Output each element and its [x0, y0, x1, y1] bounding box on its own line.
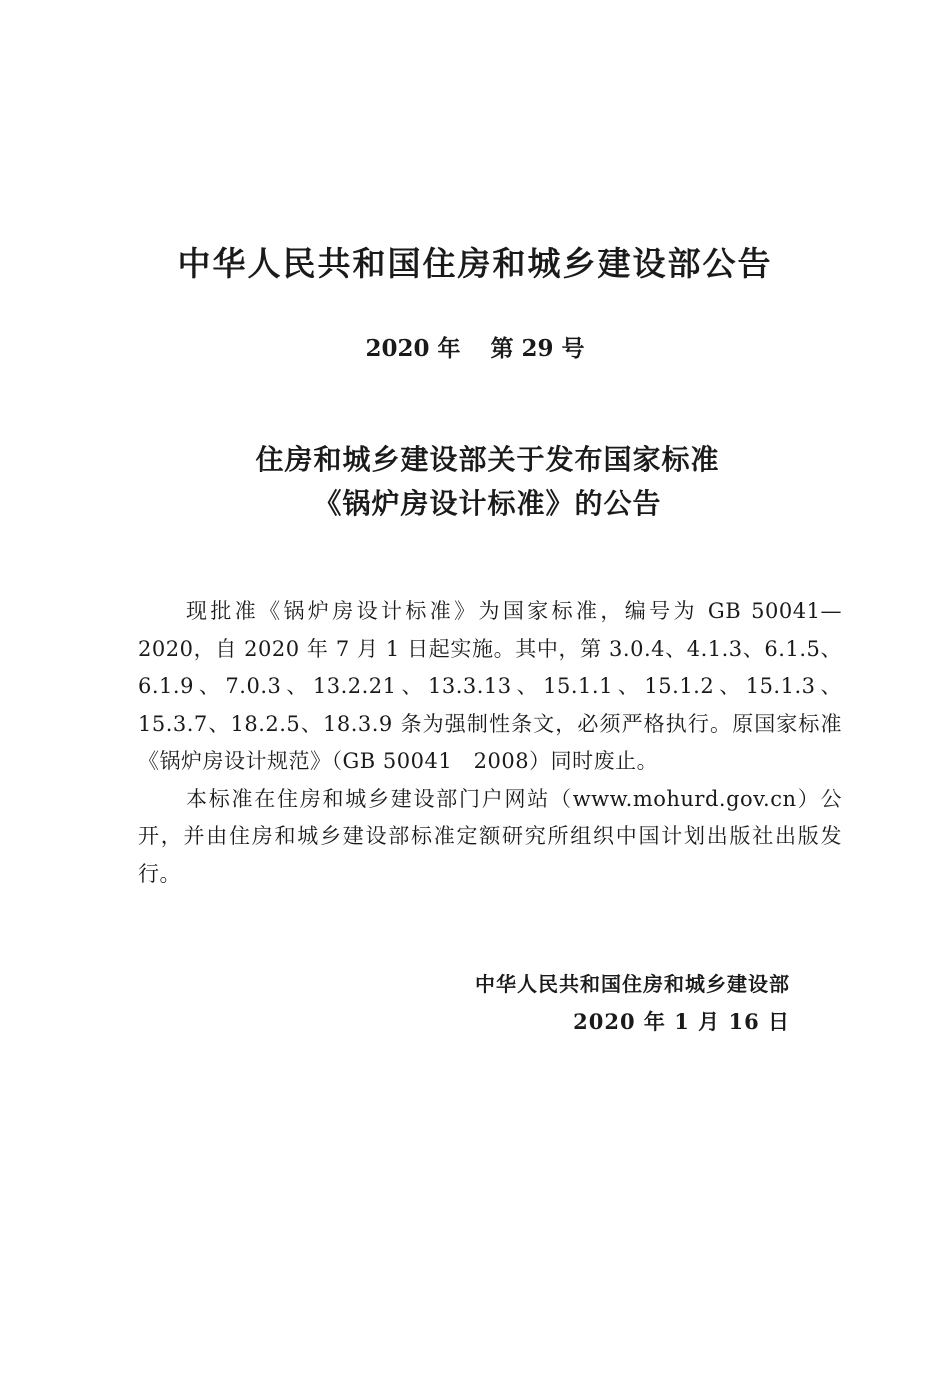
issuing-authority: 中华人民共和国住房和城乡建设部 [475, 972, 790, 996]
announcement-year: 2020 年 [365, 335, 461, 362]
issue-date: 2020 年 1 月 16 日 [573, 1009, 790, 1034]
notice-title-line-1: 住房和城乡建设部关于发布国家标准 [255, 443, 720, 476]
announcement-title: 中华人民共和国住房和城乡建设部公告 [177, 244, 773, 283]
notice-title-line-2: 《锅炉房设计标准》的公告 [313, 487, 662, 520]
signature-block [475, 966, 790, 1040]
body-paragraph-1: 现批准《锅炉房设计标准》为国家标准，编号为 GB 50041—2020，自 2020 年 7 月 1 日起实施。其中，第 3.0.4、4.1.3、6.1.5、6.1.9、7.0.3、13.2.21、13.3.13、15.1.1、15.1.2、15.1.3、15.3.7、18.2.5、18.3.9 条为强制性条文，必须严格执行。原国家标准《锅炉房设计规范》（GB 50041 2008）同时废止。 [138, 599, 842, 773]
notice-title [0, 438, 950, 526]
notice-body [138, 593, 842, 893]
body-paragraph-2: 本标准在住房和城乡建设部门户网站（www.mohurd.gov.cn）公开，并由住房和城乡建设部标准定额研究所组织中国计划出版社出版发行。 [138, 786, 842, 886]
document-number [0, 330, 950, 363]
announcement-number: 第 29 号 [490, 335, 585, 362]
